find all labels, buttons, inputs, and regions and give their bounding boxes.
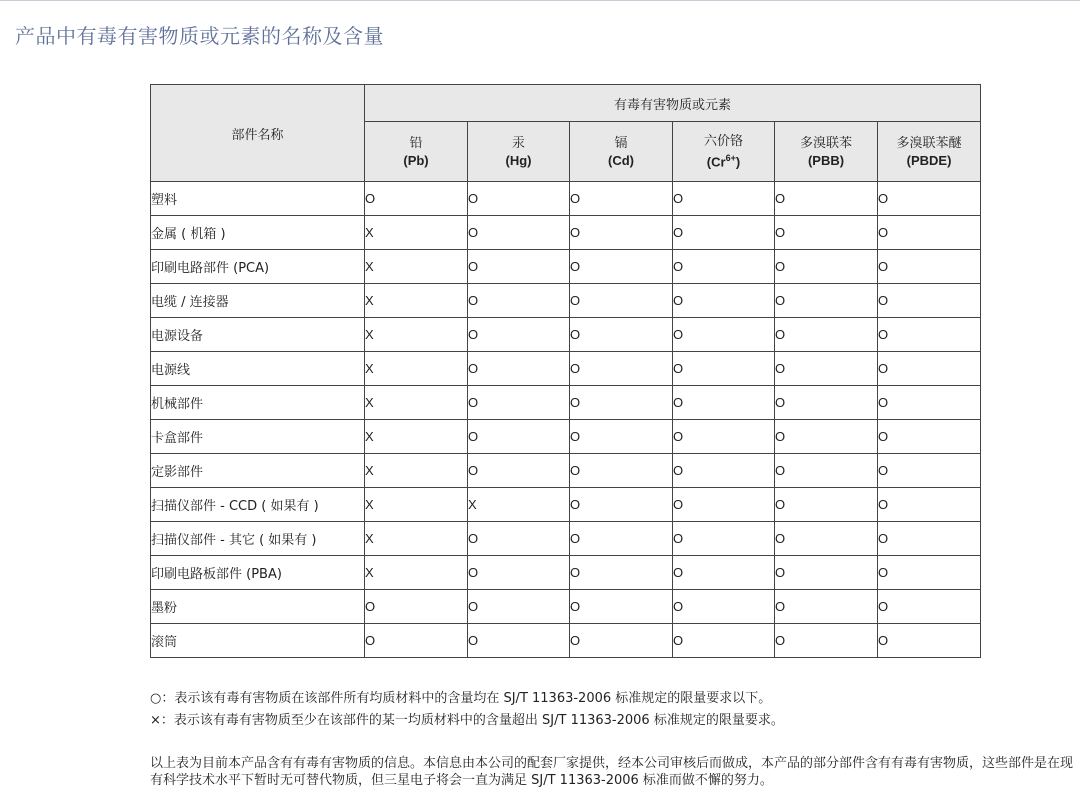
table-row xyxy=(151,556,981,590)
substance-symbol: (Pb) xyxy=(403,152,429,168)
substance-mark-cell: O xyxy=(775,590,878,624)
substance-mark-cell: O xyxy=(468,454,570,488)
substance-mark-cell: O xyxy=(365,182,468,216)
part-name-cell: 电源线 xyxy=(151,352,365,386)
substance-name: 汞 xyxy=(511,135,525,151)
substance-mark-cell: O xyxy=(878,522,981,556)
table-row xyxy=(151,318,981,352)
substance-mark-cell: O xyxy=(570,488,673,522)
substance-mark-cell: O xyxy=(673,284,775,318)
substance-mark-cell: O xyxy=(468,182,570,216)
substance-mark-cell: X xyxy=(365,216,468,250)
part-name-cell: 卡盒部件 xyxy=(151,420,365,454)
substance-mark-cell: O xyxy=(878,284,981,318)
substances-group-header: 有毒有害物质或元素 xyxy=(365,85,981,122)
substance-name: 多溴联苯 xyxy=(799,135,852,151)
substance-mark-cell: O xyxy=(878,182,981,216)
part-name-header: 部件名称 xyxy=(151,85,365,182)
table-row xyxy=(151,182,981,216)
substance-mark-cell: O xyxy=(570,386,673,420)
substance-mark-cell: O xyxy=(570,590,673,624)
substance-mark-cell: O xyxy=(468,590,570,624)
substance-mark-cell: X xyxy=(365,454,468,488)
substance-mark-cell: O xyxy=(775,182,878,216)
substance-mark-cell: O xyxy=(673,250,775,284)
x-legend-note: ×：表示该有毒有害物质至少在该部件的某一均质材料中的含量超出 SJ/T 11363-2006 标准规定的限量要求。 xyxy=(150,713,784,728)
substance-mark-cell: O xyxy=(570,420,673,454)
substance-symbol: (PBB) xyxy=(807,152,845,168)
substance-mark-cell: O xyxy=(570,216,673,250)
table-body xyxy=(151,182,981,658)
substance-mark-cell: O xyxy=(673,624,775,658)
substance-mark-cell: O xyxy=(878,318,981,352)
substance-mark-cell: O xyxy=(365,624,468,658)
substance-mark-cell: O xyxy=(775,352,878,386)
part-name-cell: 扫描仪部件 - CCD ( 如果有 ) xyxy=(151,488,365,522)
substance-mark-cell: O xyxy=(775,420,878,454)
table-row xyxy=(151,250,981,284)
substance-mark-cell: O xyxy=(878,216,981,250)
table-row xyxy=(151,590,981,624)
substance-mark-cell: O xyxy=(878,250,981,284)
substance-mark-cell: O xyxy=(878,454,981,488)
substance-mark-cell: O xyxy=(570,454,673,488)
substance-mark-cell: O xyxy=(775,386,878,420)
table-row xyxy=(151,420,981,454)
substance-mark-cell: O xyxy=(468,284,570,318)
substance-mark-cell: X xyxy=(365,284,468,318)
substance-name: 六价铬 xyxy=(703,133,743,149)
substance-mark-cell: O xyxy=(775,488,878,522)
substance-mark-cell: O xyxy=(570,522,673,556)
part-name-cell: 定影部件 xyxy=(151,454,365,488)
substance-mark-cell: O xyxy=(775,454,878,488)
substance-mark-cell: O xyxy=(570,556,673,590)
substance-mark-cell: O xyxy=(468,352,570,386)
substance-mark-cell: O xyxy=(775,624,878,658)
part-name-cell: 滚筒 xyxy=(151,624,365,658)
substance-column-header xyxy=(468,122,570,182)
table-row xyxy=(151,624,981,658)
substance-mark-cell: O xyxy=(878,590,981,624)
substance-mark-cell: O xyxy=(468,318,570,352)
table-row xyxy=(151,352,981,386)
substance-mark-cell: O xyxy=(775,556,878,590)
substance-column-header xyxy=(673,122,775,182)
substance-mark-cell: O xyxy=(775,522,878,556)
substance-column-header xyxy=(775,122,878,182)
substance-mark-cell: O xyxy=(570,182,673,216)
substance-mark-cell: X xyxy=(365,352,468,386)
table-row xyxy=(151,386,981,420)
substance-name: 镉 xyxy=(614,135,628,151)
top-divider xyxy=(0,0,1080,1)
substance-mark-cell: O xyxy=(468,250,570,284)
substance-mark-cell: X xyxy=(468,488,570,522)
o-legend-note: ○：表示该有毒有害物质在该部件所有均质材料中的含量均在 SJ/T 11363-2006 标准规定的限量要求以下。 xyxy=(150,691,772,706)
part-name-cell: 印刷电路部件 (PCA) xyxy=(151,250,365,284)
substance-mark-cell: X xyxy=(365,386,468,420)
part-name-cell: 电缆 / 连接器 xyxy=(151,284,365,318)
symbol-superscript: 6+ xyxy=(725,152,736,163)
substance-mark-cell: O xyxy=(878,420,981,454)
table-row xyxy=(151,454,981,488)
substance-mark-cell: X xyxy=(365,556,468,590)
substance-mark-cell: O xyxy=(570,284,673,318)
part-name-cell: 印刷电路板部件 (PBA) xyxy=(151,556,365,590)
substance-column-header xyxy=(365,122,468,182)
substance-symbol: (Cd) xyxy=(608,152,634,168)
substance-mark-cell: O xyxy=(468,386,570,420)
substance-mark-cell: O xyxy=(570,352,673,386)
substance-mark-cell: O xyxy=(365,590,468,624)
substance-mark-cell: O xyxy=(673,216,775,250)
substance-mark-cell: O xyxy=(878,624,981,658)
substance-mark-cell: O xyxy=(673,590,775,624)
substance-column-header xyxy=(570,122,673,182)
symbol-prefix: (Cr xyxy=(706,154,726,170)
substance-symbol xyxy=(673,150,774,170)
substance-mark-cell: O xyxy=(468,522,570,556)
part-name-cell: 金属 ( 机箱 ) xyxy=(151,216,365,250)
substance-mark-cell: X xyxy=(365,318,468,352)
part-name-cell: 墨粉 xyxy=(151,590,365,624)
substance-mark-cell: O xyxy=(775,318,878,352)
substance-mark-cell: O xyxy=(878,556,981,590)
substance-mark-cell: O xyxy=(673,522,775,556)
substance-symbol: (Hg) xyxy=(505,152,532,168)
substance-mark-cell: O xyxy=(775,216,878,250)
hazardous-substances-table xyxy=(150,84,981,658)
table-row xyxy=(151,488,981,522)
substance-mark-cell: O xyxy=(468,624,570,658)
substance-mark-cell: O xyxy=(673,420,775,454)
substance-mark-cell: O xyxy=(673,488,775,522)
substance-mark-cell: O xyxy=(570,250,673,284)
substance-mark-cell: O xyxy=(468,556,570,590)
legend-notes xyxy=(150,688,784,732)
substance-mark-cell: X xyxy=(365,250,468,284)
substance-mark-cell: O xyxy=(468,420,570,454)
substance-mark-cell: O xyxy=(878,352,981,386)
part-name-cell: 机械部件 xyxy=(151,386,365,420)
table-row xyxy=(151,522,981,556)
substance-column-header xyxy=(878,122,981,182)
substance-mark-cell: X xyxy=(365,420,468,454)
substance-mark-cell: O xyxy=(775,284,878,318)
substance-mark-cell: O xyxy=(673,386,775,420)
substance-mark-cell: O xyxy=(878,386,981,420)
table-row xyxy=(151,216,981,250)
part-name-cell: 塑料 xyxy=(151,182,365,216)
substance-name: 多溴联苯醚 xyxy=(896,135,962,151)
table-row xyxy=(151,284,981,318)
substance-mark-cell: O xyxy=(673,318,775,352)
substance-mark-cell: O xyxy=(570,624,673,658)
substance-mark-cell: O xyxy=(673,182,775,216)
page-title: 产品中有毒有害物质或元素的名称及含量 xyxy=(15,24,384,48)
substance-mark-cell: O xyxy=(673,454,775,488)
substance-mark-cell: O xyxy=(878,488,981,522)
substance-mark-cell: O xyxy=(673,352,775,386)
substance-mark-cell: X xyxy=(365,522,468,556)
substance-mark-cell: O xyxy=(570,318,673,352)
disclaimer-text: 以上表为目前本产品含有有毒有害物质的信息。本信息由本公司的配套厂家提供，经本公司审核后而做成，本产品的部分部件含有有毒有害物质，这些部件是在现有科学技术水平下暂时无可替代物质，但三星电子将会一直为满足 SJ/T 11363-2006 标准而做不懈的努力。 xyxy=(150,756,1074,788)
part-name-cell: 电源设备 xyxy=(151,318,365,352)
symbol-suffix: ) xyxy=(735,154,741,170)
substance-mark-cell: X xyxy=(365,488,468,522)
substance-mark-cell: O xyxy=(673,556,775,590)
part-name-cell: 扫描仪部件 - 其它 ( 如果有 ) xyxy=(151,522,365,556)
substance-symbol: (PBDE) xyxy=(906,152,952,168)
substance-name: 铅 xyxy=(409,135,423,151)
substance-mark-cell: O xyxy=(468,216,570,250)
substance-mark-cell: O xyxy=(775,250,878,284)
